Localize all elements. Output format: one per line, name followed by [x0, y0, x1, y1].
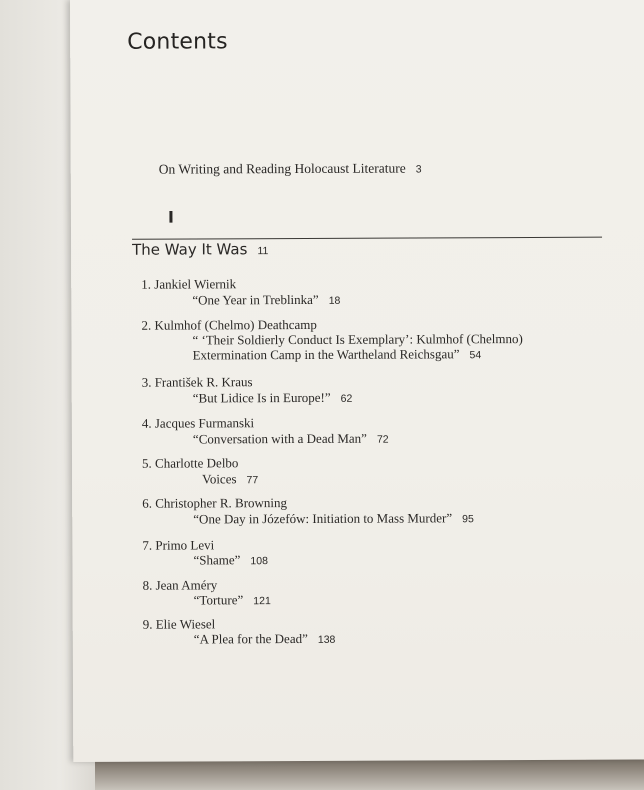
entry-title	[202, 471, 258, 488]
toc-entry-6	[142, 495, 287, 512]
entry-number: 9.	[142, 616, 153, 632]
toc-entry-4	[142, 415, 254, 431]
part-page-number: 11	[257, 245, 269, 258]
entry-author: Charlotte Delbo	[154, 455, 239, 471]
entry-page-number: 54	[469, 349, 482, 362]
entry-author: Elie Wiesel	[155, 616, 216, 632]
toc-entry-7	[142, 537, 214, 553]
entry-number: 2.	[141, 317, 152, 333]
entry-page-number: 108	[250, 555, 268, 568]
intro-title: On Writing and Reading Holocaust Literature	[158, 160, 406, 177]
entry-title-line: “Torture”	[193, 592, 244, 608]
entry-title-line: Voices	[202, 471, 237, 487]
intro-page-number: 3	[415, 163, 422, 176]
entry-title	[193, 510, 474, 528]
entry-title-line: “ ‘Their Soldierly Conduct Is Exemplary’: Kulmhof (Chelmno)	[192, 331, 523, 348]
entry-title-line: “A Plea for the Dead”	[193, 630, 308, 647]
toc-entry-9	[143, 616, 216, 632]
entry-title	[194, 631, 336, 649]
entry-title	[194, 592, 271, 609]
page-title: Contents	[127, 29, 228, 55]
entry-title-line: “But Lidice Is in Europe!”	[192, 389, 331, 406]
entry-title-line: “One Day in Józefów: Initiation to Mass Murder”	[193, 510, 453, 527]
entry-title-continued	[193, 346, 482, 364]
part-heading	[132, 240, 268, 259]
entry-number: 7.	[142, 537, 153, 553]
part-numeral: I	[167, 207, 174, 227]
entry-number: 1.	[141, 276, 152, 292]
entry-number: 6.	[142, 495, 152, 511]
entry-title-line: “Shame”	[193, 552, 241, 568]
contents-page	[70, 0, 644, 762]
entry-title	[193, 431, 389, 449]
toc-entry-1	[141, 276, 236, 292]
entry-author: Jean Améry	[155, 577, 218, 593]
entry-page-number: 72	[376, 433, 389, 446]
entry-number: 3.	[141, 374, 152, 390]
entry-page-number: 18	[328, 294, 341, 307]
toc-entry-8	[143, 577, 218, 593]
entry-author: Primo Levi	[155, 537, 215, 553]
entry-title	[192, 292, 340, 310]
entry-author: Jankiel Wiernik	[154, 276, 237, 292]
entry-number: 8.	[142, 577, 153, 593]
entry-title-line: “Conversation with a Dead Man”	[192, 430, 367, 447]
entry-author: Christopher R. Browning	[155, 495, 288, 511]
toc-entry-3	[142, 374, 253, 390]
entry-title	[193, 390, 353, 408]
entry-page-number: 62	[340, 392, 353, 405]
part-divider	[132, 237, 602, 240]
entry-author: František R. Kraus	[154, 374, 253, 390]
entry-title	[193, 552, 268, 569]
entry-author: Kulmhof (Chelmo) Deathcamp	[154, 316, 317, 333]
entry-number: 5.	[141, 455, 152, 471]
entry-page-number: 138	[317, 633, 336, 646]
entry-page-number: 77	[246, 474, 259, 487]
entry-number: 4.	[141, 415, 152, 431]
toc-entry-5	[142, 455, 238, 471]
entry-page-number: 95	[462, 513, 474, 526]
entry-page-number: 121	[253, 595, 271, 608]
entry-title-line: “One Year in Treblinka”	[192, 291, 319, 308]
entry-author: Jacques Furmanski	[154, 415, 255, 431]
entry-title-line: Extermination Camp in the Wartheland Reichsgau”	[192, 346, 460, 363]
part-title: The Way It Was	[132, 240, 248, 259]
intro-entry	[159, 160, 422, 177]
